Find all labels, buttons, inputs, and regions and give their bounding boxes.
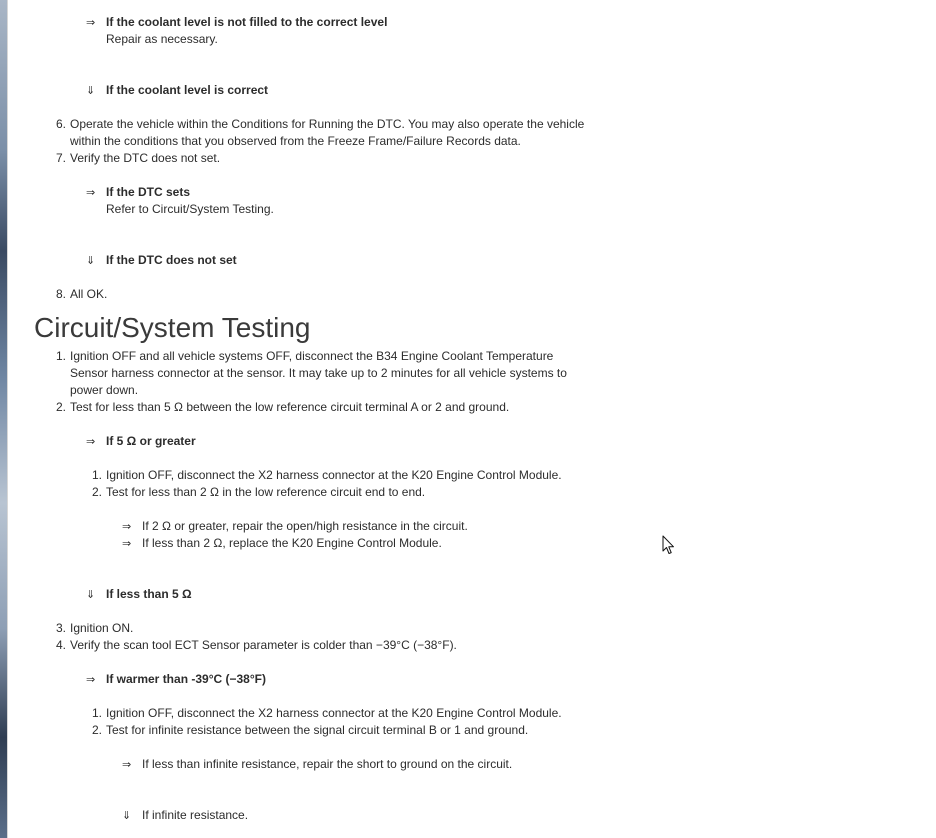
step-text: Verify the scan tool ECT Sensor parameter is colder than −39°C (−38°F). [70, 638, 457, 652]
desktop-background-strip [0, 0, 7, 838]
section-heading: Circuit/System Testing [34, 312, 311, 343]
step-number: 8. [55, 287, 66, 301]
down-double-arrow-icon: ⇓ [86, 84, 96, 97]
result-text: Refer to Circuit/System Testing. [106, 202, 274, 216]
substep-number: 1. [91, 706, 102, 720]
step-text: Operate the vehicle within the Conditions for Running the DTC. You may also operate the vehicle [70, 117, 585, 131]
substep-text: Ignition OFF, disconnect the X2 harness connector at the K20 Engine Control Module. [106, 468, 562, 482]
step-number: 3. [55, 621, 66, 635]
result-text: If less than 2 Ω, replace the K20 Engine Control Module. [142, 536, 442, 550]
window-left-border [7, 0, 8, 838]
substep-text: Test for less than 2 Ω in the low reference circuit end to end. [106, 485, 426, 499]
substep-text: Test for infinite resistance between the signal circuit terminal B or 1 and ground. [106, 723, 529, 737]
right-double-arrow-icon: ⇒ [122, 520, 132, 533]
result-heading: If the coolant level is correct [106, 83, 269, 97]
mouse-pointer-icon [662, 535, 676, 555]
step-text: Ignition ON. [70, 621, 134, 635]
right-double-arrow-icon: ⇒ [122, 537, 132, 550]
right-double-arrow-icon: ⇒ [86, 435, 96, 448]
down-double-arrow-icon: ⇓ [122, 809, 132, 822]
step-number: 6. [55, 117, 66, 131]
substep-text: Ignition OFF, disconnect the X2 harness connector at the K20 Engine Control Module. [106, 706, 562, 720]
step-text: power down. [70, 383, 139, 397]
substep-number: 1. [91, 468, 102, 482]
result-text: Repair as necessary. [106, 32, 218, 46]
right-double-arrow-icon: ⇒ [86, 186, 96, 199]
result-heading: If 5 Ω or greater [106, 434, 196, 448]
step-text: Sensor harness connector at the sensor. It may take up to 2 minutes for all vehicle systems to [70, 366, 567, 380]
step-text: All OK. [70, 287, 108, 301]
result-heading: If less than 5 Ω [106, 587, 192, 601]
substep-number: 2. [91, 723, 102, 737]
step-number: 4. [55, 638, 66, 652]
down-double-arrow-icon: ⇓ [86, 588, 96, 601]
down-double-arrow-icon: ⇓ [86, 254, 96, 267]
step-number: 1. [55, 349, 66, 363]
result-text: If less than infinite resistance, repair the short to ground on the circuit. [142, 757, 513, 771]
step-number: 7. [55, 151, 66, 165]
step-number: 2. [55, 400, 66, 414]
result-heading: If warmer than -39°C (−38°F) [106, 672, 266, 686]
step-text: Ignition OFF and all vehicle systems OFF, disconnect the B34 Engine Coolant Temperature [70, 349, 554, 363]
right-double-arrow-icon: ⇒ [122, 758, 132, 771]
substep-number: 2. [91, 485, 102, 499]
result-heading: If the coolant level is not filled to the correct level [106, 15, 388, 29]
right-double-arrow-icon: ⇒ [86, 673, 96, 686]
right-double-arrow-icon: ⇒ [86, 16, 96, 29]
result-heading: If the DTC sets [106, 185, 191, 199]
step-text: Verify the DTC does not set. [70, 151, 221, 165]
step-text: within the conditions that you observed from the Freeze Frame/Failure Records data. [70, 134, 521, 148]
result-text: If infinite resistance. [142, 808, 249, 822]
result-text: If 2 Ω or greater, repair the open/high resistance in the circuit. [142, 519, 468, 533]
step-text: Test for less than 5 Ω between the low reference circuit terminal A or 2 and ground. [70, 400, 510, 414]
result-heading: If the DTC does not set [106, 253, 237, 267]
